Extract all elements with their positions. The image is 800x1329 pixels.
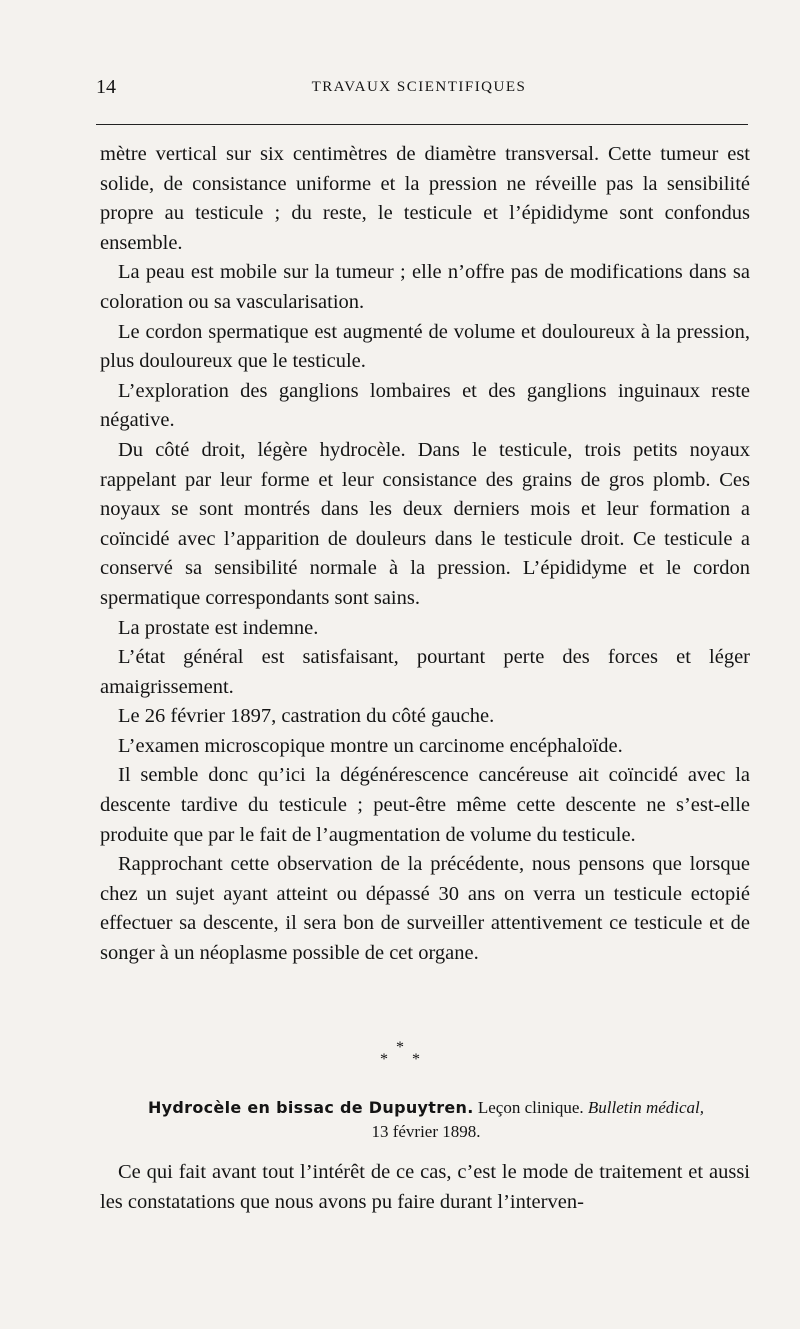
section-date: 13 février 1898. [371,1122,481,1141]
paragraph: mètre vertical sur six centimètres de diamètre transversal. Cette tumeur est solide, de consistance uniforme et la pression ne réveille pas la sensibilité propre au testicule ; du reste, le testicule et l’épididyme sont confondus ensemble. [100,143,750,254]
paragraph: La peau est mobile sur la tumeur ; elle n’offre pas de modifications dans sa coloration ou sa vascularisation. [100,261,750,313]
paragraph: Le 26 février 1897, castration du côté gauche. [118,705,495,728]
paragraph: L’état général est satisfaisant, pourtant perte des forces et léger amaigrissement. [100,646,750,698]
separator-star-top: * [396,1039,404,1056]
paragraph: Du côté droit, légère hydrocèle. Dans le testicule, trois petits noyaux rappelant par leur forme et leur consistance des grains de gros plomb. Ces noyaux se sont montrés dans les deux derniers mois et leur formation a coïncidé avec l’apparition de douleurs dans le testicule droit. Ce testicule a conservé sa sensibilité normale à la pression. L’épididyme et le cordon spermatique correspondants sont sains. [100,438,750,609]
running-head [96,76,742,100]
header-rule [96,124,748,125]
paragraph: Il semble donc qu’ici la dégénérescence cancéreuse ait coïncidé avec la descente tardive du testicule ; peut-être même cette descente ne s’est-elle produite que par le fait de l’augmentation de volume du testicule. [100,764,750,846]
section-separator [0,1039,800,1068]
section-title: Hydrocèle en bissac de Dupuytren. [147,1098,474,1117]
paragraph: Ce qui fait avant tout l’intérêt de ce cas, c’est le mode de traitement et aussi les constatations que nous avons pu faire durant l’interven- [100,1161,750,1213]
paragraph: Le cordon spermatique est augmenté de volume et douloureux à la pression, plus douloureux que le testicule. [100,320,750,373]
section-kind: Leçon clinique. [477,1098,584,1117]
page-number: 14 [96,76,116,98]
section-heading [100,1096,752,1144]
paragraph: Rapprochant cette observation de la précédente, nous pensons que lorsque chez un sujet ayant atteint ou dépassé 30 ans on verra un testicule ectopié effectuer sa descente, il sera bon de surveiller attentivement ce testicule et de songer à un néoplasme possible de cet organe. [100,853,750,965]
separator-star-bottom: * * [380,1051,430,1068]
closing-text [100,1158,750,1217]
running-title: TRAVAUX SCIENTIFIQUES [311,79,527,95]
paragraph: L’exploration des ganglions lombaires et des ganglions inguinaux reste négative. [100,379,750,432]
paragraph: La prostate est indemne. [118,616,319,639]
section-source: Bulletin médical, [587,1098,705,1117]
paragraph: L’examen microscopique montre un carcinome encéphaloïde. [118,734,623,757]
body-text [100,140,750,969]
